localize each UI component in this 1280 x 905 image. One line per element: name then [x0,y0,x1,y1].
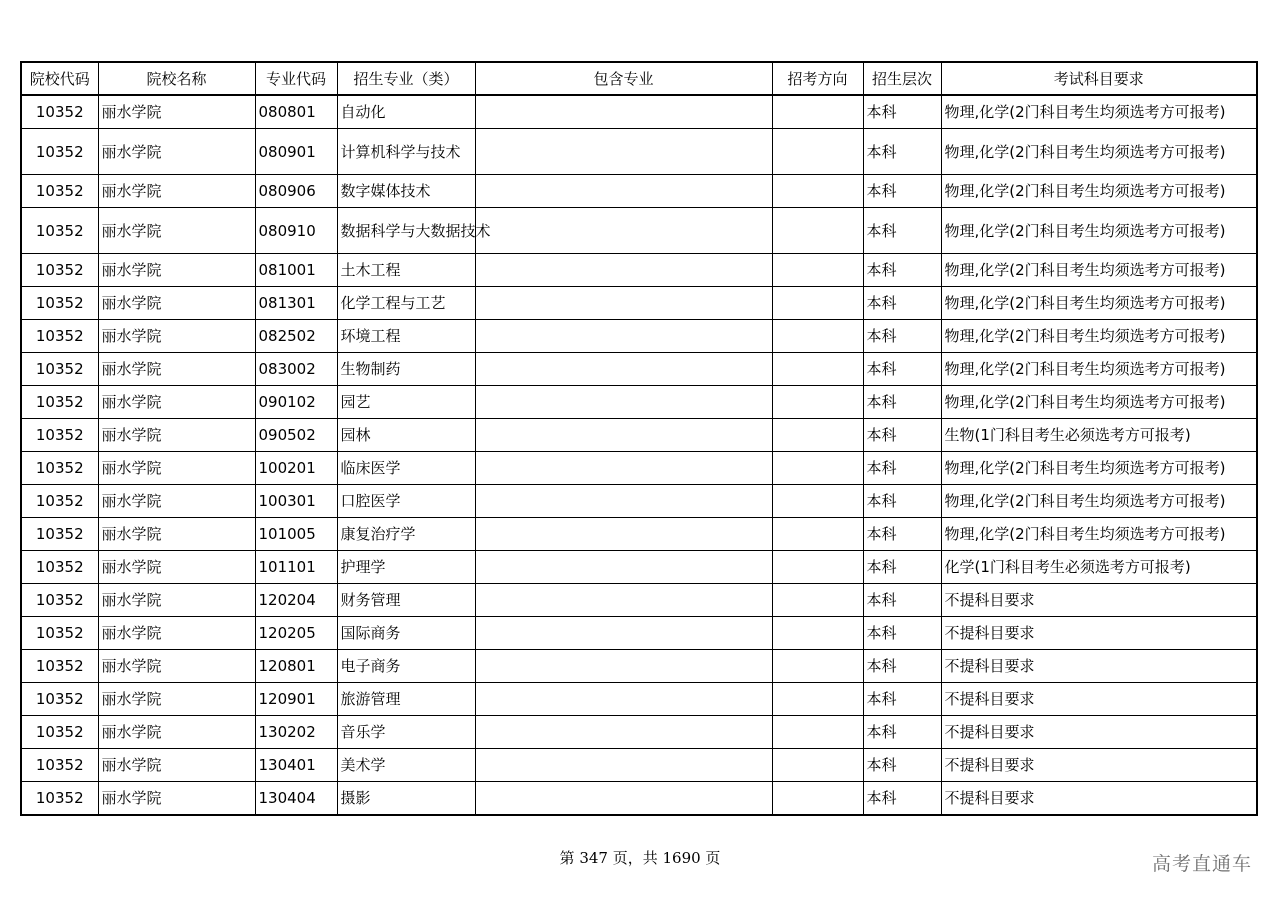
cell-direction [772,419,863,452]
table-row [21,129,1257,175]
cell-school-name: 丽水学院 [98,287,255,320]
cell-major: 环境工程 [337,320,475,353]
cell-major-code: 080901 [255,129,337,175]
cell-included-majors [475,650,772,683]
cell-school-name: 丽水学院 [98,175,255,208]
header-major: 招生专业（类） [337,62,475,95]
cell-requirement: 物理,化学(2门科目考生均须选考方可报考) [941,485,1257,518]
cell-level: 本科 [863,716,941,749]
cell-included-majors [475,419,772,452]
header-level: 招生层次 [863,62,941,95]
cell-included-majors [475,617,772,650]
cell-direction [772,320,863,353]
cell-included-majors [475,129,772,175]
cell-level: 本科 [863,485,941,518]
cell-major-code: 090102 [255,386,337,419]
table-row [21,208,1257,254]
cell-direction [772,683,863,716]
cell-major: 计算机科学与技术 [337,129,475,175]
cell-included-majors [475,353,772,386]
cell-major-code: 082502 [255,320,337,353]
cell-school-code: 10352 [21,518,98,551]
cell-included-majors [475,95,772,129]
cell-requirement: 不提科目要求 [941,716,1257,749]
table-row [21,716,1257,749]
table-row [21,175,1257,208]
cell-requirement: 物理,化学(2门科目考生均须选考方可报考) [941,287,1257,320]
cell-requirement: 物理,化学(2门科目考生均须选考方可报考) [941,254,1257,287]
cell-school-code: 10352 [21,782,98,816]
table-row [21,485,1257,518]
cell-school-name: 丽水学院 [98,208,255,254]
table-row [21,287,1257,320]
cell-school-name: 丽水学院 [98,518,255,551]
table-body [21,95,1257,815]
cell-school-code: 10352 [21,95,98,129]
table-row [21,518,1257,551]
cell-school-code: 10352 [21,129,98,175]
cell-school-name: 丽水学院 [98,129,255,175]
header-school-code: 院校代码 [21,62,98,95]
header-included-majors: 包含专业 [475,62,772,95]
cell-school-name: 丽水学院 [98,551,255,584]
cell-direction [772,485,863,518]
table-row [21,419,1257,452]
cell-included-majors [475,584,772,617]
cell-school-name: 丽水学院 [98,452,255,485]
table-row [21,353,1257,386]
cell-requirement: 不提科目要求 [941,782,1257,816]
cell-school-code: 10352 [21,584,98,617]
cell-major-code: 080801 [255,95,337,129]
cell-level: 本科 [863,287,941,320]
cell-major: 财务管理 [337,584,475,617]
cell-major-code: 130202 [255,716,337,749]
cell-school-name: 丽水学院 [98,320,255,353]
cell-major-code: 130404 [255,782,337,816]
cell-major-code: 090502 [255,419,337,452]
cell-requirement: 不提科目要求 [941,683,1257,716]
cell-included-majors [475,208,772,254]
cell-direction [772,353,863,386]
cell-included-majors [475,551,772,584]
cell-direction [772,95,863,129]
cell-requirement: 不提科目要求 [941,749,1257,782]
table-row [21,452,1257,485]
cell-school-code: 10352 [21,353,98,386]
cell-major-code: 100301 [255,485,337,518]
table-row [21,650,1257,683]
cell-direction [772,749,863,782]
cell-major: 土木工程 [337,254,475,287]
cell-major-code: 083002 [255,353,337,386]
cell-level: 本科 [863,650,941,683]
cell-requirement: 物理,化学(2门科目考生均须选考方可报考) [941,208,1257,254]
cell-school-code: 10352 [21,386,98,419]
cell-school-code: 10352 [21,683,98,716]
table-row [21,551,1257,584]
cell-major: 音乐学 [337,716,475,749]
cell-direction [772,452,863,485]
cell-major: 临床医学 [337,452,475,485]
cell-major-code: 120205 [255,617,337,650]
cell-level: 本科 [863,518,941,551]
cell-level: 本科 [863,584,941,617]
cell-major-code: 120901 [255,683,337,716]
cell-level: 本科 [863,254,941,287]
cell-major: 旅游管理 [337,683,475,716]
cell-requirement: 物理,化学(2门科目考生均须选考方可报考) [941,353,1257,386]
table-row [21,386,1257,419]
cell-requirement: 不提科目要求 [941,584,1257,617]
cell-school-name: 丽水学院 [98,716,255,749]
cell-school-name: 丽水学院 [98,353,255,386]
header-requirement: 考试科目要求 [941,62,1257,95]
cell-included-majors [475,485,772,518]
cell-level: 本科 [863,353,941,386]
table-row [21,584,1257,617]
cell-direction [772,287,863,320]
cell-requirement: 物理,化学(2门科目考生均须选考方可报考) [941,175,1257,208]
cell-level: 本科 [863,419,941,452]
cell-included-majors [475,749,772,782]
header-school-name: 院校名称 [98,62,255,95]
cell-included-majors [475,287,772,320]
table-row [21,95,1257,129]
cell-requirement: 物理,化学(2门科目考生均须选考方可报考) [941,518,1257,551]
cell-direction [772,782,863,816]
cell-major-code: 080910 [255,208,337,254]
cell-school-code: 10352 [21,254,98,287]
cell-school-code: 10352 [21,749,98,782]
cell-major: 数据科学与大数据技术 [337,208,475,254]
cell-level: 本科 [863,208,941,254]
admission-table [20,61,1258,816]
cell-major: 自动化 [337,95,475,129]
table-row [21,782,1257,816]
header-direction: 招考方向 [772,62,863,95]
table-row [21,683,1257,716]
cell-requirement: 物理,化学(2门科目考生均须选考方可报考) [941,320,1257,353]
cell-major: 口腔医学 [337,485,475,518]
cell-major: 化学工程与工艺 [337,287,475,320]
cell-major: 园艺 [337,386,475,419]
cell-requirement: 化学(1门科目考生必须选考方可报考) [941,551,1257,584]
cell-school-name: 丽水学院 [98,617,255,650]
cell-major: 生物制药 [337,353,475,386]
cell-school-code: 10352 [21,175,98,208]
cell-direction [772,518,863,551]
cell-school-code: 10352 [21,287,98,320]
cell-requirement: 物理,化学(2门科目考生均须选考方可报考) [941,129,1257,175]
cell-included-majors [475,452,772,485]
cell-direction [772,617,863,650]
cell-major: 国际商务 [337,617,475,650]
cell-school-code: 10352 [21,650,98,683]
cell-included-majors [475,782,772,816]
cell-direction [772,208,863,254]
cell-requirement: 物理,化学(2门科目考生均须选考方可报考) [941,452,1257,485]
cell-school-code: 10352 [21,716,98,749]
cell-major-code: 101101 [255,551,337,584]
cell-major: 数字媒体技术 [337,175,475,208]
cell-requirement: 生物(1门科目考生必须选考方可报考) [941,419,1257,452]
cell-level: 本科 [863,175,941,208]
cell-requirement: 不提科目要求 [941,650,1257,683]
cell-major: 美术学 [337,749,475,782]
cell-school-name: 丽水学院 [98,782,255,816]
cell-major-code: 100201 [255,452,337,485]
cell-school-code: 10352 [21,485,98,518]
cell-major: 电子商务 [337,650,475,683]
cell-major-code: 081001 [255,254,337,287]
table-row [21,749,1257,782]
cell-direction [772,650,863,683]
header-major-code: 专业代码 [255,62,337,95]
cell-direction [772,551,863,584]
cell-included-majors [475,386,772,419]
cell-school-name: 丽水学院 [98,683,255,716]
cell-included-majors [475,518,772,551]
cell-school-name: 丽水学院 [98,485,255,518]
cell-level: 本科 [863,129,941,175]
cell-level: 本科 [863,95,941,129]
cell-school-name: 丽水学院 [98,650,255,683]
cell-level: 本科 [863,782,941,816]
cell-included-majors [475,683,772,716]
cell-major-code: 130401 [255,749,337,782]
cell-school-code: 10352 [21,617,98,650]
cell-direction [772,129,863,175]
cell-included-majors [475,175,772,208]
cell-level: 本科 [863,551,941,584]
table-row [21,617,1257,650]
table-row [21,320,1257,353]
cell-direction [772,584,863,617]
cell-major-code: 101005 [255,518,337,551]
cell-school-name: 丽水学院 [98,386,255,419]
cell-level: 本科 [863,683,941,716]
cell-level: 本科 [863,617,941,650]
cell-level: 本科 [863,320,941,353]
cell-school-code: 10352 [21,320,98,353]
header-row [21,62,1257,95]
cell-direction [772,386,863,419]
cell-included-majors [475,254,772,287]
cell-direction [772,175,863,208]
cell-major-code: 080906 [255,175,337,208]
cell-direction [772,254,863,287]
cell-major: 园林 [337,419,475,452]
cell-major: 摄影 [337,782,475,816]
cell-school-code: 10352 [21,208,98,254]
cell-school-code: 10352 [21,551,98,584]
cell-major-code: 081301 [255,287,337,320]
cell-included-majors [475,716,772,749]
cell-level: 本科 [863,386,941,419]
cell-school-name: 丽水学院 [98,95,255,129]
page-number: 第 347 页，共 1690 页 [559,849,721,867]
table-row [21,254,1257,287]
cell-major-code: 120204 [255,584,337,617]
cell-included-majors [475,320,772,353]
cell-requirement: 不提科目要求 [941,617,1257,650]
cell-major-code: 120801 [255,650,337,683]
cell-requirement: 物理,化学(2门科目考生均须选考方可报考) [941,95,1257,129]
cell-school-name: 丽水学院 [98,419,255,452]
cell-school-name: 丽水学院 [98,254,255,287]
cell-school-code: 10352 [21,452,98,485]
cell-direction [772,716,863,749]
cell-school-code: 10352 [21,419,98,452]
cell-major: 康复治疗学 [337,518,475,551]
cell-school-name: 丽水学院 [98,584,255,617]
watermark: 高考直通车 [1151,853,1252,875]
cell-major: 护理学 [337,551,475,584]
cell-level: 本科 [863,452,941,485]
cell-requirement: 物理,化学(2门科目考生均须选考方可报考) [941,386,1257,419]
cell-school-name: 丽水学院 [98,749,255,782]
cell-level: 本科 [863,749,941,782]
